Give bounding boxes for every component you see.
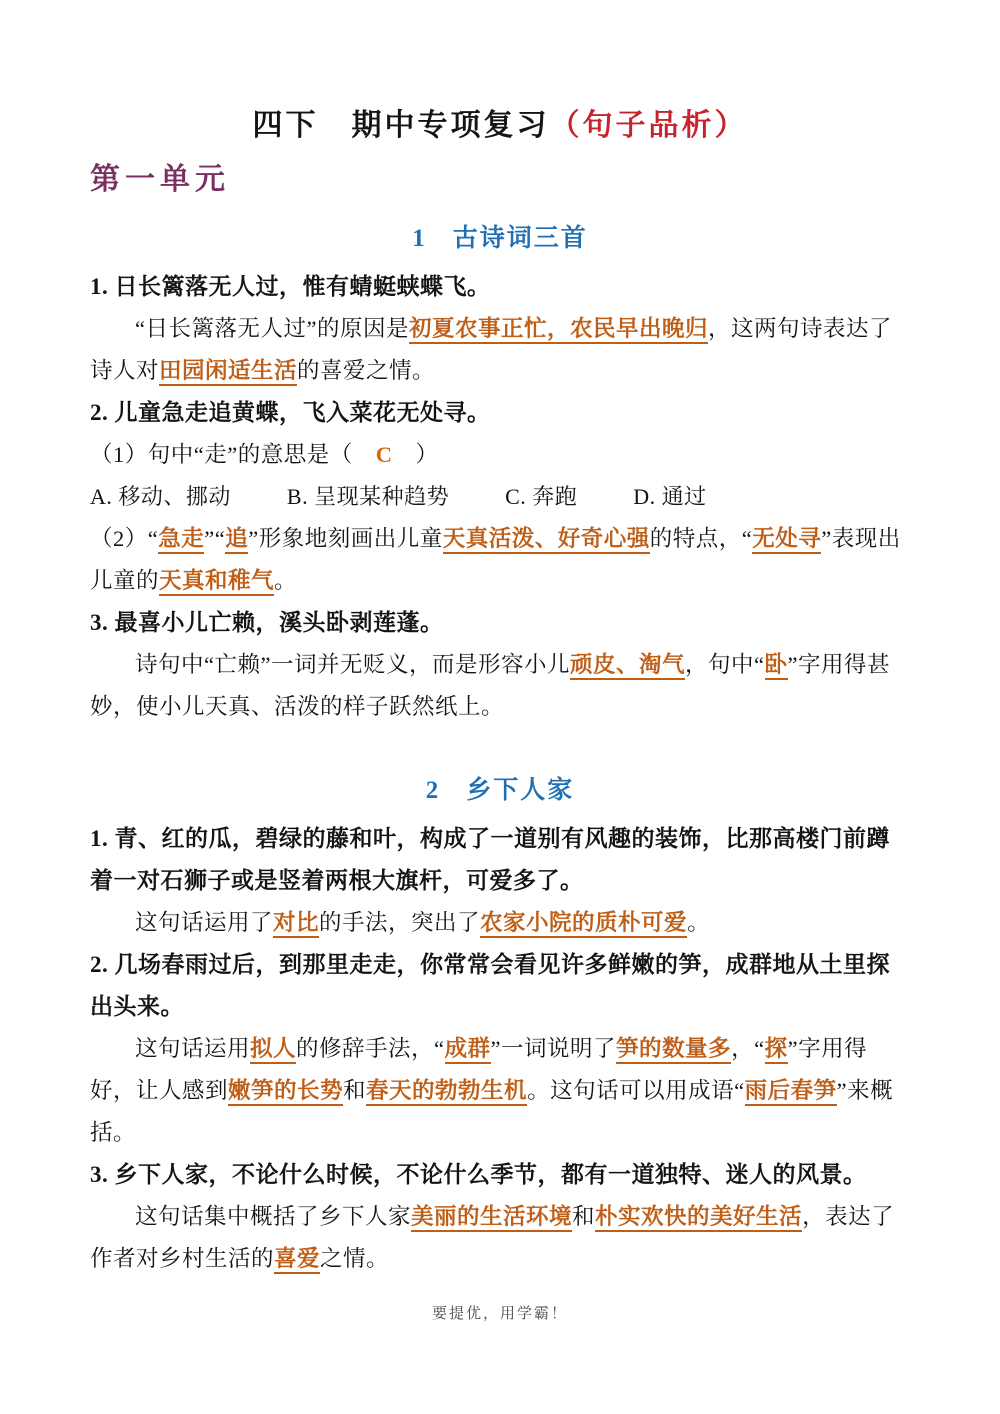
analysis-paragraph [90,644,910,728]
answer-letter: C [375,442,393,467]
highlighted-answer-text: 顽皮、淘气 [570,652,685,680]
text-segment: ，这两句诗表达了诗人对 [90,316,893,383]
section-heading [90,222,910,256]
page-title-main: 四下 期中专项复习 [252,109,550,142]
page-title-accent: （句子品析） [549,109,748,142]
text-segment: 之情。 [320,1246,390,1271]
statement-paragraph [90,944,910,1028]
highlighted-answer-text: 天真活泼、好奇心强 [443,526,650,554]
text-segment: 。这句话可以用成语“ [527,1078,745,1103]
text-segment: 这句话运用 [135,1036,251,1061]
highlighted-answer-text: 雨后春笋 [745,1078,837,1106]
analysis-paragraph [90,902,910,944]
text-segment: 的手法，突出了 [319,910,481,935]
analysis-paragraph [90,434,910,476]
page-title [90,106,910,146]
choice-option: B. 呈现某种趋势 [286,484,450,509]
text-segment: 的特点，“ [649,526,753,551]
footer-note: 要提优，用学霸！ [431,1306,568,1322]
text-segment: 。 [687,910,711,935]
text-segment: 3. 乡下人家，不论什么时候，不论什么季节，都有一道独特、迷人的风景。 [90,1162,867,1187]
unit-section [90,222,910,728]
statement-paragraph [90,266,910,308]
text-segment: 的喜爱之情。 [297,358,436,383]
highlighted-answer-text: 嫩笋的长势 [228,1078,343,1106]
statement-paragraph [90,1154,910,1196]
section-heading [90,774,910,808]
section-number: 2 [425,777,441,804]
highlighted-answer-text: 喜爱 [274,1246,320,1274]
text-segment: ”一词说明了 [490,1036,617,1061]
unit-section [90,774,910,1280]
unit-heading: 第一单元 [90,163,230,196]
text-segment: 的修辞手法，“ [296,1036,445,1061]
text-segment: ，“ [731,1036,765,1061]
text-segment: 和 [572,1204,596,1229]
choice-option: A. 移动、挪动 [90,484,231,509]
text-segment: “日长篱落无人过”的原因是 [135,316,409,341]
text-segment: （1）句中“走”的意思是（ [90,442,376,467]
text-segment: ，表达了作者对乡村生活的 [90,1204,895,1271]
section-title: 乡下人家 [466,777,575,804]
text-segment: ”形象地刻画出儿童 [248,526,443,551]
choice-option: D. 通过 [633,484,707,509]
text-segment: ”来概括。 [90,1078,894,1145]
statement-paragraph [90,392,910,434]
text-segment: ，句中“ [685,652,765,677]
highlighted-answer-text: 对比 [273,910,319,938]
text-segment: 1. 青、红的瓜，碧绿的藤和叶，构成了一道别有风趣的装饰，比那高楼门前蹲着一对石狮子或是竖着两根大旗杆，可爱多了。 [90,826,890,893]
highlighted-answer-text: 探 [765,1036,788,1064]
highlighted-answer-text: 天真和稚气 [159,568,274,596]
text-segment: 2. 儿童急走追黄蝶，飞入菜花无处寻。 [90,400,491,425]
text-segment: （2）“ [90,526,159,551]
highlighted-answer-text: 初夏农事正忙，农民早出晚归 [409,316,708,344]
highlighted-answer-text: 急走 [158,526,204,554]
text-segment: 这句话运用了 [135,910,274,935]
text-segment: ”“ [204,526,226,551]
highlighted-answer-text: 春天的勃勃生机 [366,1078,527,1106]
text-segment: 2. 几场春雨过后，到那里走走，你常常会看见许多鲜嫩的笋，成群地从土里探出头来。 [90,952,890,1019]
sections-container [90,222,910,1280]
statement-paragraph [90,602,910,644]
highlighted-answer-text: 追 [225,526,248,554]
highlighted-answer-text: 朴实欢快的美好生活 [595,1204,802,1232]
highlighted-answer-text: 田园闲适生活 [159,358,297,386]
text-segment: ”字用得好，让人感到 [90,1036,868,1103]
text-segment: 。 [274,568,298,593]
highlighted-answer-text: 农家小院的质朴可爱 [480,910,687,938]
text-segment: 3. 最喜小儿亡赖，溪头卧剥莲蓬。 [90,610,444,635]
highlighted-answer-text: 美丽的生活环境 [411,1204,572,1232]
text-segment: ”字用得甚妙，使小儿天真、活泼的样子跃然纸上。 [90,652,891,719]
text-segment: 和 [343,1078,367,1103]
text-segment: 这句话集中概括了乡下人家 [135,1204,412,1229]
highlighted-answer-text: 卧 [765,652,788,680]
highlighted-answer-text: 无处寻 [752,526,821,554]
statement-paragraph [90,818,910,902]
highlighted-answer-text: 成群 [445,1036,491,1064]
section-number: 1 [412,225,427,252]
text-segment: 1. 日长篱落无人过，惟有蜻蜓蛱蝶飞。 [90,274,491,299]
text-segment: ） [392,442,439,467]
text-segment: 诗句中“亡赖”一词并无贬义，而是形容小儿 [135,652,570,677]
text-segment: ”表现出儿童的 [90,526,901,593]
choice-options [90,476,910,518]
choice-option: C. 奔跑 [505,484,578,509]
highlighted-answer-text: 拟人 [250,1036,296,1064]
section-title: 古诗词三首 [452,225,588,252]
analysis-paragraph [90,308,910,392]
highlighted-answer-text: 笋的数量多 [616,1036,731,1064]
analysis-paragraph [90,1196,910,1280]
analysis-paragraph [90,1028,910,1154]
analysis-paragraph [90,518,910,602]
